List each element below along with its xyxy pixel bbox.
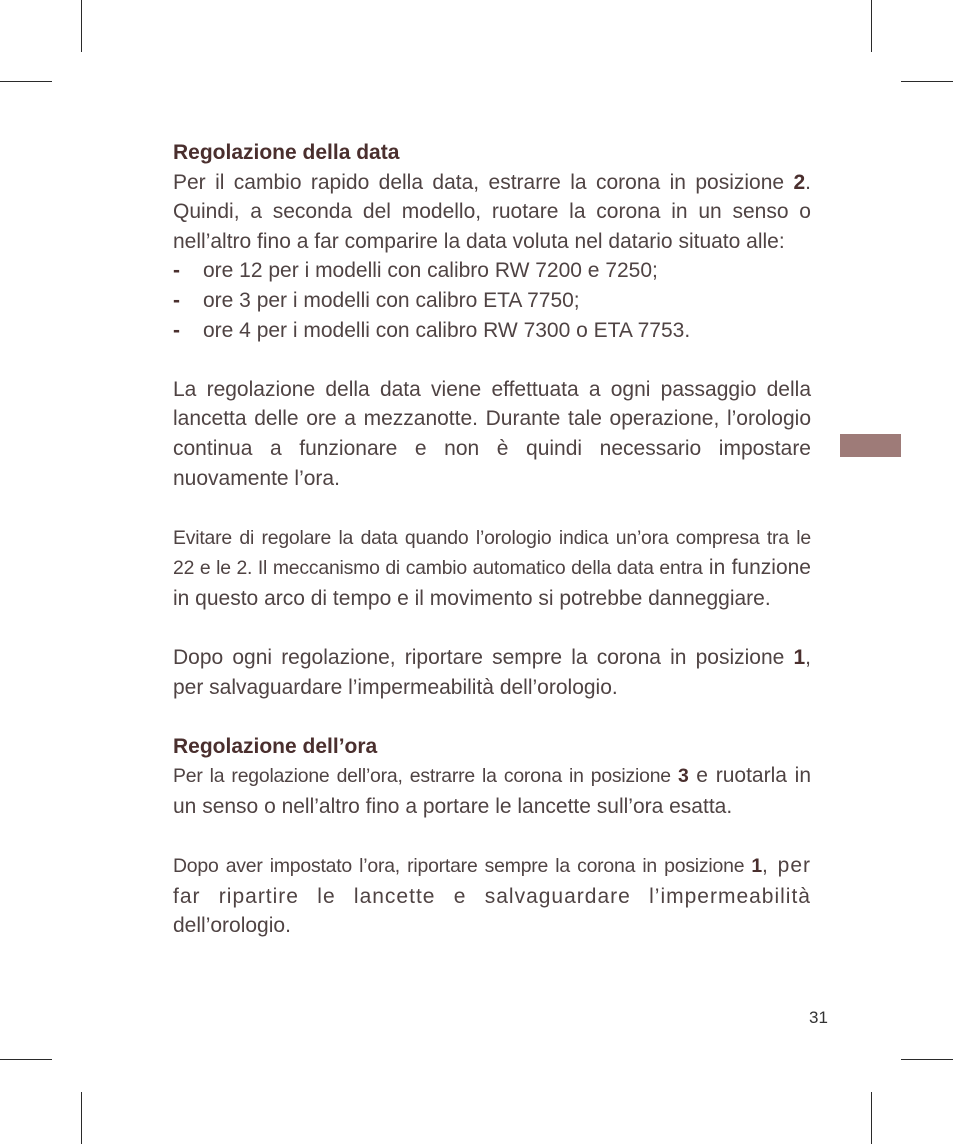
time-setting-text-end: e ruotarla in un senso o nell’altro fino a portare le lancette sull’ora esatta. bbox=[173, 764, 811, 819]
calibre-list bbox=[173, 256, 811, 345]
list-item-text: ore 12 per i modelli con calibro RW 7200 e 7250; bbox=[203, 259, 658, 283]
time-setting-text: Per la regolazione dell’ora, estrarre la corona in posizione bbox=[173, 765, 678, 788]
position-number: 2 bbox=[793, 170, 806, 194]
list-item bbox=[173, 286, 811, 316]
section-heading-date: Regolazione della data bbox=[173, 141, 400, 164]
crop-mark-bottom-left-horizontal bbox=[0, 1059, 52, 1060]
paragraph-gap bbox=[173, 822, 811, 852]
bullet-dash: - bbox=[173, 318, 180, 342]
crop-mark-bottom-right-vertical bbox=[871, 1092, 872, 1144]
date-warning-text-end: in funzione in questo arco di tempo e il movimento si potrebbe danneggiare. bbox=[173, 556, 811, 610]
paragraph-gap bbox=[173, 702, 811, 732]
position-number: 3 bbox=[677, 765, 689, 788]
time-reset-text-wide: , per far ripartire le lancette e salvaguardare l’impermeabilità bbox=[173, 854, 811, 908]
paragraph-gap bbox=[173, 614, 811, 644]
time-reset-text-end: dell’orologio. bbox=[173, 914, 291, 938]
bullet-dash: - bbox=[173, 288, 180, 312]
date-reset-text-end: , per salvaguardare l’impermeabilità dell’orologio. bbox=[173, 646, 811, 699]
crop-mark-top-right-vertical bbox=[871, 0, 872, 52]
date-reset-paragraph bbox=[173, 643, 811, 702]
date-warning-text: Evitare di regolare la data quando l’orologio indica un’ora compresa tra le 22 e le 2. Il meccanismo di cambio automatico della data entra bbox=[173, 526, 811, 580]
list-item-text: ore 3 per i modelli con calibro ETA 7750; bbox=[203, 288, 580, 312]
crop-mark-top-left-horizontal bbox=[0, 81, 52, 82]
paragraph-gap bbox=[173, 493, 811, 523]
paragraph-gap bbox=[173, 345, 811, 375]
date-midnight-paragraph: La regolazione della data viene effettuata a ogni passaggio della lancetta delle ore a mezzanotte. Durante tale operazione, l’orologio continua a funzionare e non è quindi necessario impostare nuovamente l’ora. bbox=[173, 377, 811, 490]
section-tab-marker bbox=[840, 434, 901, 457]
bullet-dash: - bbox=[173, 259, 180, 283]
date-intro-text: Per il cambio rapido della data, estrarre la corona in posizione bbox=[173, 170, 794, 194]
time-reset-text: Dopo aver impostato l’ora, riportare sempre la corona in posizione bbox=[173, 855, 752, 878]
section-heading-time: Regolazione dell’ora bbox=[173, 734, 378, 758]
time-reset-paragraph bbox=[173, 851, 811, 941]
date-intro-paragraph bbox=[173, 168, 811, 257]
position-number: 1 bbox=[751, 855, 763, 878]
date-intro-text-end: . Quindi, a seconda del modello, ruotare la corona in un senso o nell’altro fino a far comparire la data voluta nel datario situato alle: bbox=[173, 170, 811, 253]
page-number: 31 bbox=[809, 1008, 828, 1027]
date-warning-paragraph bbox=[173, 523, 811, 614]
list-item bbox=[173, 316, 811, 346]
page-content bbox=[173, 138, 811, 941]
crop-mark-top-left-vertical bbox=[81, 0, 82, 52]
time-setting-paragraph bbox=[173, 761, 811, 821]
list-item-text: ore 4 per i modelli con calibro RW 7300 o ETA 7753. bbox=[203, 318, 691, 342]
list-item bbox=[173, 256, 811, 286]
crop-mark-bottom-right-horizontal bbox=[901, 1059, 953, 1060]
position-number: 1 bbox=[793, 646, 806, 670]
crop-mark-bottom-left-vertical bbox=[81, 1092, 82, 1144]
crop-mark-top-right-horizontal bbox=[901, 81, 953, 82]
date-reset-text: Dopo ogni regolazione, riportare sempre la corona in posizione bbox=[173, 646, 794, 670]
